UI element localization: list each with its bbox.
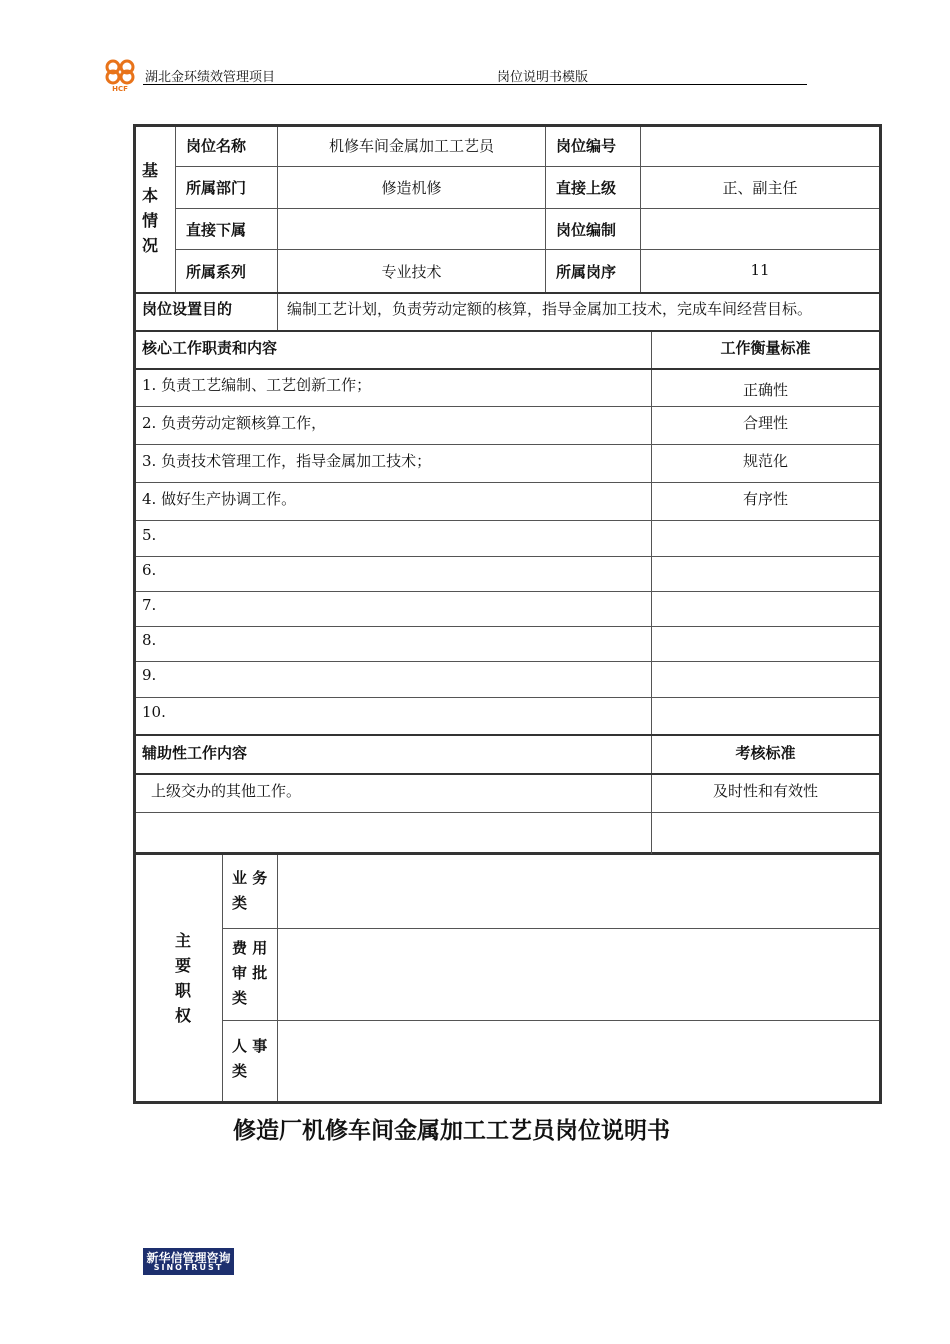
core-duties-header: 核心工作职责和内容 (142, 339, 278, 357)
footer-logo-cn: 新华信管理咨询 (146, 1251, 231, 1265)
aux-standard-1: 及时性和有效性 (712, 782, 818, 800)
label-rank: 所属岗序 (556, 263, 617, 281)
label-purpose: 岗位设置目的 (142, 300, 233, 318)
label-direct-subordinate: 直接下属 (186, 221, 247, 239)
core-standard-1: 正确性 (742, 381, 788, 399)
hcf-logo-icon (100, 56, 140, 92)
value-rank: 11 (750, 261, 770, 279)
header-project-name: 湖北金环绩效管理项目 (145, 70, 276, 85)
page-header (100, 52, 807, 92)
core-duty-10: 10. (142, 703, 166, 721)
header-rule (143, 84, 807, 85)
core-duty-8: 8. (142, 631, 157, 649)
core-standard-3: 规范化 (742, 452, 788, 470)
authority-category-personnel: 人 事 类 (232, 1037, 268, 1080)
core-duty-5: 5. (142, 526, 157, 544)
aux-duty-1: 上级交办的其他工作。 (151, 782, 302, 800)
authority-section-label: 主 要 职 权 (174, 931, 191, 1025)
core-duty-3: 3. 负责技术管理工作，指导金属加工技术； (142, 452, 432, 470)
value-department: 修造机修 (381, 179, 442, 197)
label-position-name: 岗位名称 (186, 137, 247, 155)
label-direct-superior: 直接上级 (556, 179, 617, 197)
value-position-name: 机修车间金属加工工艺员 (328, 137, 494, 155)
core-duty-1: 1. 负责工艺编制、工艺创新工作； (142, 376, 372, 394)
aux-duties-header: 辅助性工作内容 (142, 744, 248, 762)
aux-standard-header: 考核标准 (735, 744, 796, 762)
core-duty-6: 6. (142, 561, 157, 579)
value-series: 专业技术 (381, 263, 442, 281)
sinotrust-logo (143, 1248, 234, 1275)
authority-category-expense: 费 用 审 批 类 (232, 939, 268, 1007)
core-duty-9: 9. (142, 666, 157, 684)
core-duty-4: 4. 做好生产协调工作。 (142, 490, 297, 508)
footer-logo-en: SINOTRUST (153, 1263, 224, 1272)
core-duty-2: 2. 负责劳动定额核算工作， (142, 414, 327, 432)
header-template-name: 岗位说明书模版 (497, 70, 589, 85)
label-position-number: 岗位编号 (556, 137, 617, 155)
authority-category-business: 业 务 类 (232, 869, 268, 912)
basic-info-section-label: 基 本 情 况 (141, 161, 158, 255)
core-duty-7: 7. (142, 596, 157, 614)
value-direct-superior: 正、副主任 (722, 179, 798, 197)
core-standard-2: 合理性 (742, 414, 788, 432)
label-series: 所属系列 (186, 263, 247, 281)
core-standard-header: 工作衡量标准 (720, 339, 811, 357)
document-title: 修造厂机修车间金属加工工艺员岗位说明书 (233, 1118, 670, 1144)
logo-text: HCF (112, 85, 128, 92)
label-headcount: 岗位编制 (556, 221, 617, 239)
core-standard-4: 有序性 (742, 490, 788, 508)
label-department: 所属部门 (186, 179, 247, 197)
purpose-text: 编制工艺计划，负责劳动定额的核算，指导金属加工技术，完成车间经营目标。 (287, 300, 813, 318)
